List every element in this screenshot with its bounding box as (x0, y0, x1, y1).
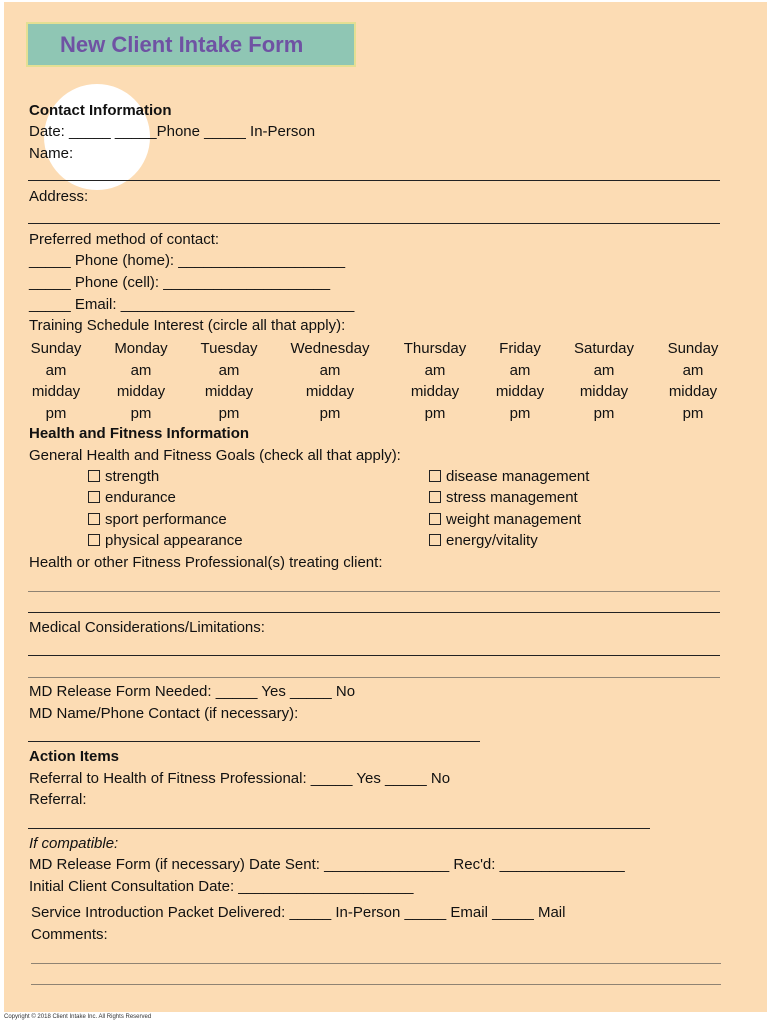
goal-sport-performance[interactable]: sport performance (88, 511, 227, 528)
slot-pm[interactable]: pm (45, 404, 67, 422)
slot-pm[interactable]: pm (682, 404, 704, 422)
schedule-day-wednesday (288, 338, 372, 424)
comments-line-2[interactable] (31, 984, 721, 985)
checkbox-icon[interactable] (429, 513, 441, 525)
day-name: Tuesday (200, 340, 258, 357)
phone-cell-line[interactable]: _____ Phone (cell): ____________________ (29, 274, 331, 291)
slot-pm[interactable]: pm (593, 404, 615, 422)
checkbox-icon[interactable] (88, 513, 100, 525)
day-name: Wednesday (290, 340, 370, 357)
slot-midday[interactable]: midday (495, 383, 545, 400)
address-line[interactable] (28, 223, 720, 224)
schedule-day-sunday (14, 338, 98, 424)
slot-am[interactable]: am (218, 361, 240, 379)
preferred-contact-label: Preferred method of contact: (29, 231, 220, 248)
medical-label: Medical Considerations/Limitations: (29, 619, 265, 636)
referral-input-line[interactable] (28, 828, 650, 829)
schedule-day-saturday (562, 338, 646, 424)
professional-label: Health or other Fitness Professional(s) treating client: (29, 554, 383, 571)
md-name-line[interactable] (28, 741, 480, 742)
day-name: Friday (499, 340, 541, 357)
slot-am[interactable]: am (593, 361, 615, 379)
slot-midday[interactable]: midday (31, 383, 81, 400)
goal-energy-vitality[interactable]: energy/vitality (429, 532, 538, 549)
medical-line-2[interactable] (28, 677, 720, 678)
date-line: Date: _____ _____Phone _____ In-Person (29, 123, 316, 140)
slot-midday[interactable]: midday (204, 383, 254, 400)
goal-strength[interactable]: strength (88, 468, 159, 485)
checkbox-icon[interactable] (429, 470, 441, 482)
professional-line-2[interactable] (28, 612, 720, 613)
contact-heading: Contact Information (29, 102, 172, 119)
slot-am[interactable]: am (424, 361, 446, 379)
goal-physical-appearance[interactable]: physical appearance (88, 532, 243, 549)
goal-stress-management[interactable]: stress management (429, 489, 578, 506)
slot-midday[interactable]: midday (668, 383, 718, 400)
referral-label: Referral: (29, 791, 87, 808)
slot-am[interactable]: am (509, 361, 531, 379)
if-compatible-label: If compatible: (29, 835, 119, 852)
slot-am[interactable]: am (130, 361, 152, 379)
comments-line-1[interactable] (31, 963, 721, 964)
health-heading: Health and Fitness Information (29, 425, 250, 442)
slot-pm[interactable]: pm (509, 404, 531, 422)
day-name: Thursday (403, 340, 467, 357)
checkbox-icon[interactable] (88, 534, 100, 546)
slot-midday[interactable]: midday (410, 383, 460, 400)
packet-line[interactable]: Service Introduction Packet Delivered: _____ In-Person _____ Email _____ Mail (31, 904, 566, 921)
slot-pm[interactable]: pm (130, 404, 152, 422)
day-name: Sunday (667, 340, 719, 357)
day-name: Monday (114, 340, 168, 357)
day-name: Saturday (573, 340, 635, 357)
goal-endurance[interactable]: endurance (88, 489, 176, 506)
checkbox-icon[interactable] (88, 470, 100, 482)
schedule-label: Training Schedule Interest (circle all that apply): (29, 317, 346, 334)
goals-label: General Health and Fitness Goals (check all that apply): (29, 447, 401, 464)
slot-pm[interactable]: pm (424, 404, 446, 422)
schedule-day-monday (99, 338, 183, 424)
goal-weight-management[interactable]: weight management (429, 511, 581, 528)
comments-label: Comments: (31, 926, 108, 943)
slot-pm[interactable]: pm (319, 404, 341, 422)
checkbox-icon[interactable] (429, 491, 441, 503)
md-sent-line[interactable]: MD Release Form (if necessary) Date Sent: _______________ Rec'd: _______________ (29, 856, 625, 873)
address-label: Address: (29, 188, 89, 205)
schedule-day-thursday (393, 338, 477, 424)
form-page (4, 2, 767, 1012)
slot-midday[interactable]: midday (116, 383, 166, 400)
day-name: Sunday (30, 340, 82, 357)
schedule-day-sunday-2 (651, 338, 735, 424)
checkbox-icon[interactable] (429, 534, 441, 546)
name-label: Name: (29, 145, 74, 162)
slot-pm[interactable]: pm (218, 404, 240, 422)
checkbox-icon[interactable] (88, 491, 100, 503)
action-heading: Action Items (29, 748, 120, 765)
page-title: New Client Intake Form (60, 32, 304, 57)
title-banner (26, 22, 356, 67)
md-release-line[interactable]: MD Release Form Needed: _____ Yes _____ No (29, 683, 356, 700)
schedule-day-tuesday (187, 338, 271, 424)
consultation-line[interactable]: Initial Client Consultation Date: _____________________ (29, 878, 414, 895)
email-line[interactable]: _____ Email: ____________________________ (29, 296, 355, 313)
professional-line-1[interactable] (28, 591, 720, 592)
schedule-day-friday (478, 338, 562, 424)
slot-am[interactable]: am (682, 361, 704, 379)
medical-line-1[interactable] (28, 655, 720, 656)
name-line[interactable] (28, 180, 720, 181)
referral-line[interactable]: Referral to Health of Fitness Professional: _____ Yes _____ No (29, 770, 451, 787)
slot-midday[interactable]: midday (579, 383, 629, 400)
slot-am[interactable]: am (45, 361, 67, 379)
phone-home-line[interactable]: _____ Phone (home): ____________________ (29, 252, 346, 269)
goal-disease-management[interactable]: disease management (429, 468, 589, 485)
slot-midday[interactable]: midday (305, 383, 355, 400)
copyright-text: Copyright © 2018 Client Intake Inc. All Rights Reserved (4, 1014, 152, 1020)
slot-am[interactable]: am (319, 361, 341, 379)
md-name-label: MD Name/Phone Contact (if necessary): (29, 705, 299, 722)
